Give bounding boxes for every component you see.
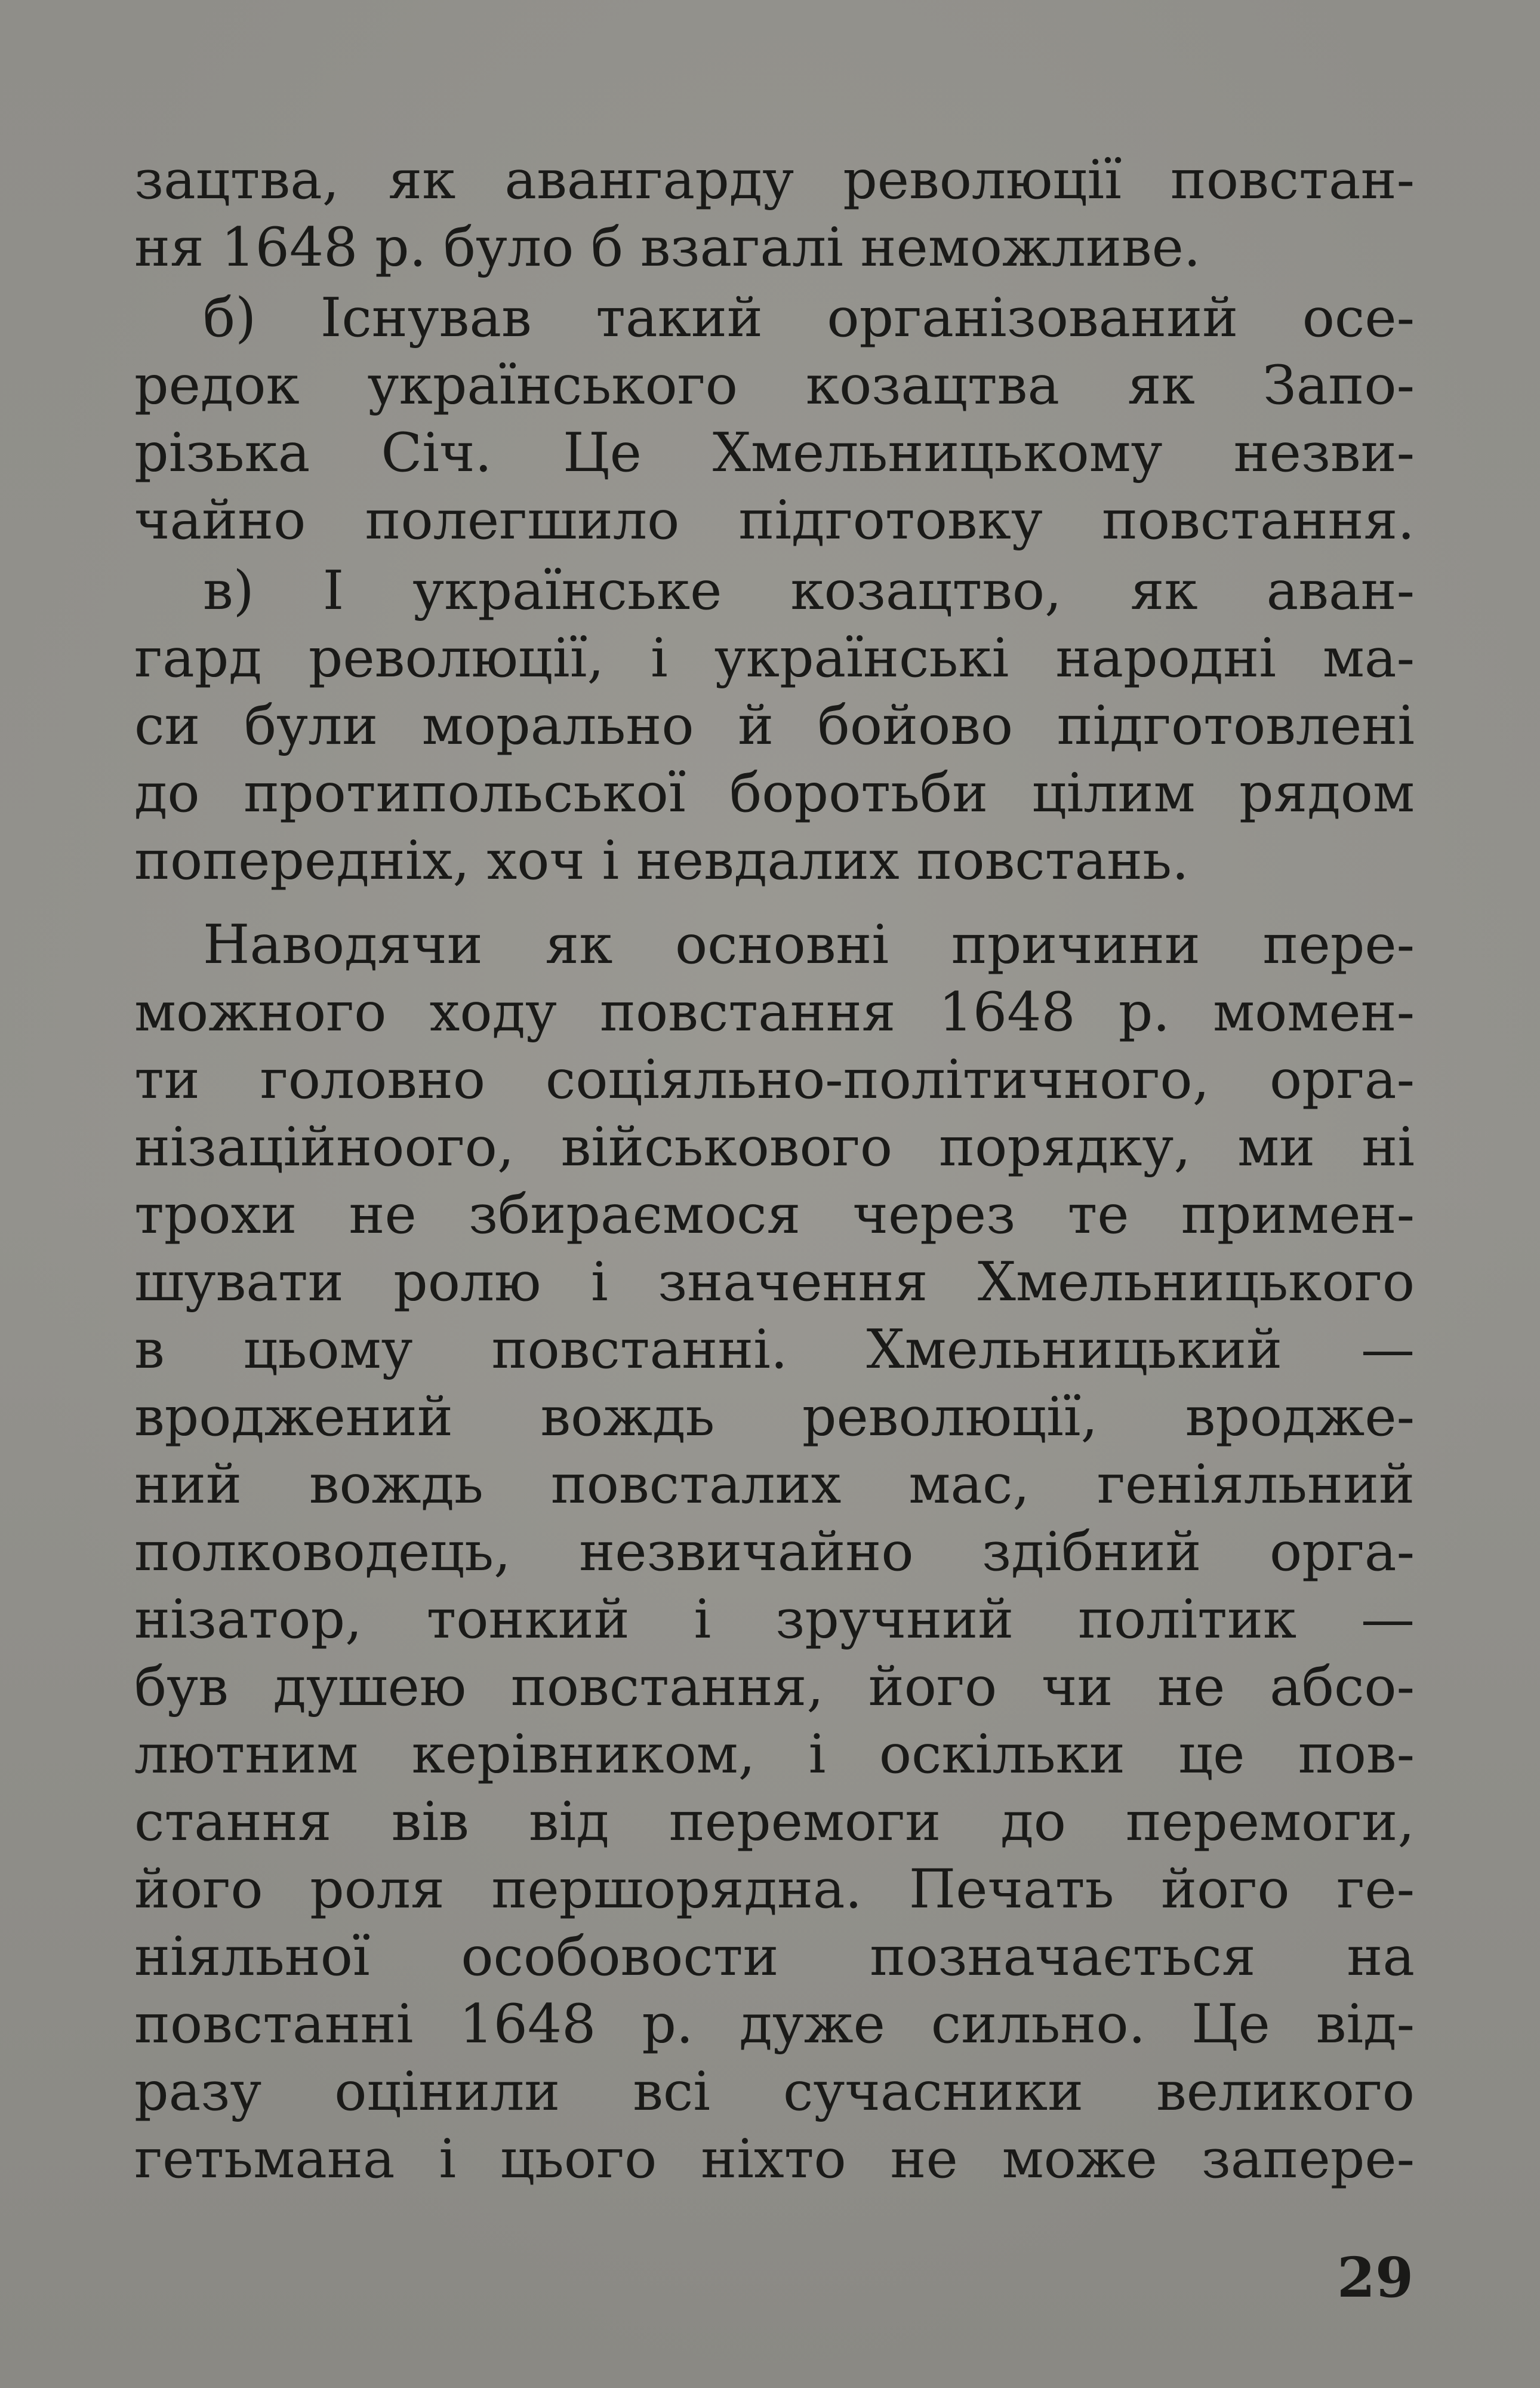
text-line: попередніх, хоч і невдалих повстань. xyxy=(134,829,1189,892)
text-line: повстанні 1648 р. дуже сильно. Це від- xyxy=(134,1993,1415,2055)
text-line: ти головно соціяльно-політичного, орга- xyxy=(134,1048,1415,1111)
page-number: 29 xyxy=(1337,2245,1414,2310)
text-line: був душею повстання, його чи не абсо- xyxy=(134,1655,1415,1718)
text-line: разу оцінили всі сучасники великого xyxy=(134,2060,1415,2123)
text-line: гард революції, і українські народні ма- xyxy=(134,627,1415,690)
text-line: в цьому повстанні. Хмельницький — xyxy=(134,1318,1415,1381)
text-line: в) І українське козацтво, як аван- xyxy=(203,559,1415,622)
text-line: його роля першорядна. Печать його ге- xyxy=(134,1858,1415,1921)
text-line: можного ходу повстання 1648 р. момен- xyxy=(134,981,1415,1044)
text-line: си були морально й бойово підготовлені xyxy=(134,694,1415,757)
text-line: різька Січ. Це Хмельницькому незви- xyxy=(134,421,1415,484)
text-line: б) Існував такий організований осе- xyxy=(203,287,1415,349)
page-text xyxy=(134,146,1415,2193)
text-line: трохи не збираємося через те примен- xyxy=(134,1183,1415,1246)
text-line: ніяльної особовости позначається на xyxy=(134,1925,1415,1988)
text-line: стання вів від перемоги до перемоги, xyxy=(134,1790,1415,1853)
text-line: чайно полегшило підготовку повстання. xyxy=(134,489,1415,552)
text-line: лютним керівником, і оскільки це пов- xyxy=(134,1723,1415,1786)
text-line: до протипольської боротьби цілим рядом xyxy=(134,762,1415,824)
text-line: нізатор, тонкий і зручний політик — xyxy=(134,1588,1415,1651)
text-line: редок українського козацтва як Запо- xyxy=(134,354,1415,417)
text-line: нізаційноого, військового порядку, ми ні xyxy=(134,1116,1415,1178)
text-line: ня 1648 р. було б взагалі неможливе. xyxy=(134,216,1201,279)
text-line: вроджений вождь революції, вродже- xyxy=(134,1386,1415,1448)
text-line: полководець, незвичайно здібний орга- xyxy=(134,1521,1415,1583)
text-line: зацтва, як авангарду революції повстан- xyxy=(134,149,1415,211)
text-line: ний вождь повсталих мас, геніяльний xyxy=(134,1453,1415,1516)
text-line: шувати ролю і значення Хмельницького xyxy=(134,1251,1415,1313)
text-line: гетьмана і цього ніхто не може запере- xyxy=(134,2128,1415,2190)
text-line: Наводячи як основні причини пере- xyxy=(203,913,1415,976)
